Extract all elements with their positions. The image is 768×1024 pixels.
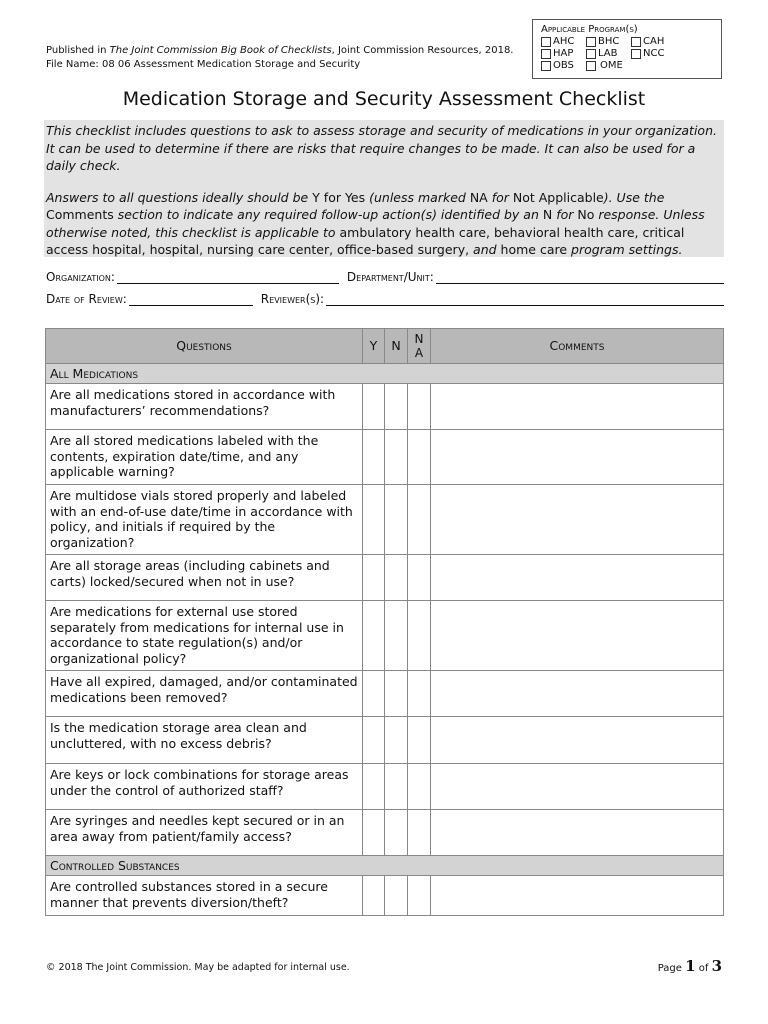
table-row <box>46 384 724 430</box>
program-label-ome: OME <box>600 60 623 71</box>
question-text: Are controlled substances stored in a secure manner that prevents diversion/theft? <box>46 876 363 916</box>
section-title: Controlled Substances <box>46 856 724 876</box>
yes-cell[interactable] <box>363 671 385 717</box>
na-cell[interactable] <box>408 601 431 671</box>
date-of-review-label: Date of Review: <box>46 292 127 306</box>
no-cell[interactable] <box>385 384 408 430</box>
applicable-programs-box <box>532 19 722 79</box>
comments-cell[interactable] <box>431 601 724 671</box>
no-cell[interactable] <box>385 810 408 856</box>
reviewers-field[interactable] <box>326 294 724 306</box>
program-checkbox-bhc[interactable]: BHC <box>586 36 631 48</box>
table-row <box>46 555 724 601</box>
yes-cell[interactable] <box>363 555 385 601</box>
date-of-review-field[interactable] <box>129 294 253 306</box>
na-cell[interactable] <box>408 671 431 717</box>
section-title: All Medications <box>46 364 724 384</box>
questions-header: Questions <box>46 329 363 364</box>
form-row-2 <box>46 292 724 306</box>
program-checkbox-ahc[interactable]: AHC <box>541 36 586 48</box>
checkbox-icon <box>541 37 551 47</box>
table-row <box>46 671 724 717</box>
checkbox-icon <box>586 49 596 59</box>
section-row <box>46 364 724 384</box>
table-row <box>46 485 724 555</box>
page-title: Medication Storage and Security Assessment Checklist <box>122 88 646 110</box>
organization-label: Organization: <box>46 270 115 284</box>
table-row <box>46 430 724 485</box>
intro-paragraph-1: This checklist includes questions to ask to assess storage and security of medications in your organization. It can be used to determine if there are risks that require changes to be made. It can also be used for a daily check. <box>46 123 717 173</box>
no-cell[interactable] <box>385 876 408 916</box>
comments-cell[interactable] <box>431 717 724 764</box>
intro-box <box>44 120 724 257</box>
not-applicable-header: N A <box>408 329 431 364</box>
page-current: 1 <box>685 957 696 975</box>
comments-cell[interactable] <box>431 430 724 485</box>
copyright-footer: © 2018 The Joint Commission. May be adapted for internal use. <box>46 962 350 973</box>
comments-cell[interactable] <box>431 485 724 555</box>
checkbox-icon <box>586 61 596 71</box>
publication-info <box>46 44 513 72</box>
publication-line: Published in The Joint Commission Big Book of Checklists, Joint Commission Resources, 2018. <box>46 45 514 56</box>
yes-cell[interactable] <box>363 717 385 764</box>
question-text: Are keys or lock combinations for storage areas under the control of authorized staff? <box>46 764 363 810</box>
yes-cell[interactable] <box>363 601 385 671</box>
comments-cell[interactable] <box>431 810 724 856</box>
comments-cell[interactable] <box>431 384 724 430</box>
program-checkbox-hap[interactable]: HAP <box>541 48 586 60</box>
checkbox-icon <box>541 49 551 59</box>
programs-title: Applicable Program(s) <box>541 24 638 35</box>
question-text: Are syringes and needles kept secured or in an area away from patient/family access? <box>46 810 363 856</box>
na-cell[interactable] <box>408 384 431 430</box>
comments-cell[interactable] <box>431 671 724 717</box>
checkbox-icon <box>541 61 551 71</box>
checkbox-icon <box>586 37 596 47</box>
question-text: Are all storage areas (including cabinets and carts) locked/secured when not in use? <box>46 555 363 601</box>
question-text: Have all expired, damaged, and/or contaminated medications been removed? <box>46 671 363 717</box>
file-name: File Name: 08 06 Assessment Medication Storage and Security <box>46 59 361 70</box>
na-cell[interactable] <box>408 555 431 601</box>
comments-header: Comments <box>431 329 724 364</box>
question-text: Are multidose vials stored properly and labeled with an end-of-use date/time in accordance with policy, and initials if required by the organization? <box>46 485 363 555</box>
table-row <box>46 764 724 810</box>
na-cell[interactable] <box>408 430 431 485</box>
yes-header: Y <box>363 329 385 364</box>
page-total: 3 <box>711 957 722 975</box>
program-checkbox-obs[interactable]: OBS <box>541 60 586 72</box>
no-cell[interactable] <box>385 430 408 485</box>
question-text: Is the medication storage area clean and uncluttered, with no excess debris? <box>46 717 363 764</box>
checkbox-icon <box>631 49 641 59</box>
table-header-row <box>46 329 724 364</box>
question-text: Are all stored medications labeled with the contents, expiration date/time, and any applicable warning? <box>46 430 363 485</box>
program-checkbox-ncc[interactable]: NCC <box>631 48 676 60</box>
table-row <box>46 876 724 916</box>
no-header: N <box>385 329 408 364</box>
na-cell[interactable] <box>408 764 431 810</box>
na-cell[interactable] <box>408 717 431 764</box>
comments-cell[interactable] <box>431 764 724 810</box>
intro-paragraph-2: Answers to all questions ideally should be Y for Yes (unless marked NA for Not Applicable). Use the Comments section to indicate any required follow-up action(s) identified by an N for No response. Unless otherwise noted, this checklist is applicable to ambulatory health care, behavioral health care, critical access hospital, hospital, nursing care center, office-based surgery, and home care program settings. <box>46 189 705 257</box>
department-field[interactable] <box>436 272 724 284</box>
department-label: Department/Unit: <box>346 270 434 284</box>
no-cell[interactable] <box>385 717 408 764</box>
na-cell[interactable] <box>408 810 431 856</box>
program-checkbox-lab[interactable]: LAB <box>586 48 631 60</box>
no-cell[interactable] <box>385 601 408 671</box>
yes-cell[interactable] <box>363 430 385 485</box>
program-checkbox-cah[interactable]: CAH <box>631 36 676 48</box>
page-number: Page 1 of 3 <box>657 957 722 975</box>
yes-cell[interactable] <box>363 384 385 430</box>
checklist-table <box>45 328 724 916</box>
yes-cell[interactable] <box>363 810 385 856</box>
checkbox-icon <box>631 37 641 47</box>
question-text: Are medications for external use stored separately from medications for internal use in accordance to state regulation(s) and/or organizational policy? <box>46 601 363 671</box>
no-cell[interactable] <box>385 764 408 810</box>
comments-cell[interactable] <box>431 555 724 601</box>
section-row <box>46 856 724 876</box>
question-text: Are all medications stored in accordance with manufacturers’ recommendations? <box>46 384 363 430</box>
reviewers-label: Reviewer(s): <box>260 292 325 306</box>
form-row-1 <box>46 270 724 284</box>
table-row <box>46 810 724 856</box>
table-row <box>46 717 724 764</box>
yes-cell[interactable] <box>363 764 385 810</box>
table-row <box>46 601 724 671</box>
yes-cell[interactable] <box>363 485 385 555</box>
programs-grid <box>541 36 713 72</box>
program-checkbox-ome[interactable] <box>586 60 600 72</box>
no-cell[interactable] <box>385 485 408 555</box>
no-cell[interactable] <box>385 555 408 601</box>
na-cell[interactable] <box>408 876 431 916</box>
yes-cell[interactable] <box>363 876 385 916</box>
organization-field[interactable] <box>117 272 339 284</box>
na-cell[interactable] <box>408 485 431 555</box>
no-cell[interactable] <box>385 671 408 717</box>
comments-cell[interactable] <box>431 876 724 916</box>
